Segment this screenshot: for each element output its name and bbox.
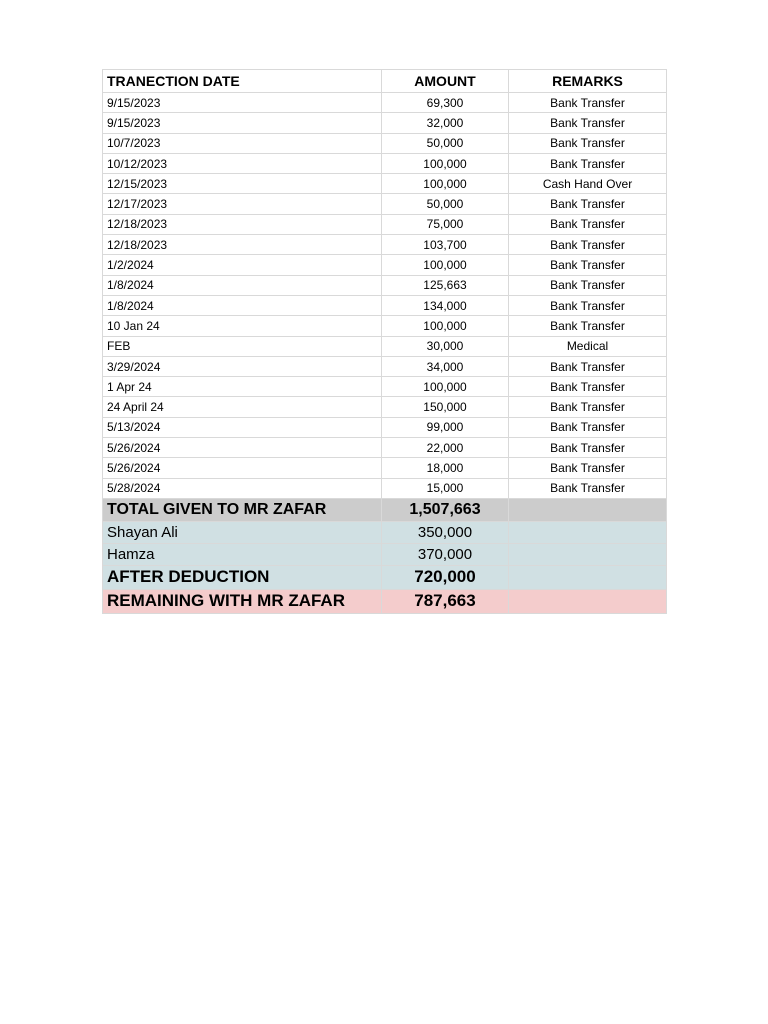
cell-amount: 100,000 (382, 153, 509, 173)
total-amount: 1,507,663 (382, 498, 509, 521)
shayan-label: Shayan Ali (103, 521, 382, 543)
table-row (103, 93, 667, 113)
cell-remarks: Bank Transfer (509, 93, 667, 113)
hamza-amount: 370,000 (382, 543, 509, 565)
table-row (103, 133, 667, 153)
cell-remarks: Bank Transfer (509, 153, 667, 173)
cell-amount: 75,000 (382, 214, 509, 234)
cell-remarks: Bank Transfer (509, 214, 667, 234)
cell-date: 5/26/2024 (103, 458, 382, 478)
table-row (103, 458, 667, 478)
summary-rows (103, 498, 667, 613)
hamza-label: Hamza (103, 543, 382, 565)
table-row (103, 153, 667, 173)
total-row (103, 498, 667, 521)
header-remarks: REMARKS (509, 70, 667, 93)
cell-date: 24 April 24 (103, 397, 382, 417)
cell-amount: 100,000 (382, 377, 509, 397)
shayan-remarks (509, 521, 667, 543)
hamza-remarks (509, 543, 667, 565)
cell-date: 12/18/2023 (103, 214, 382, 234)
cell-date: 1/2/2024 (103, 255, 382, 275)
cell-remarks: Cash Hand Over (509, 174, 667, 194)
remaining-amount: 787,663 (382, 589, 509, 613)
cell-date: 12/15/2023 (103, 174, 382, 194)
cell-remarks: Bank Transfer (509, 275, 667, 295)
cell-date: 1 Apr 24 (103, 377, 382, 397)
remaining-remarks (509, 589, 667, 613)
table-row (103, 356, 667, 376)
cell-remarks: Bank Transfer (509, 113, 667, 133)
cell-remarks: Bank Transfer (509, 417, 667, 437)
table-row (103, 235, 667, 255)
after-deduction-remarks (509, 565, 667, 589)
cell-date: 12/17/2023 (103, 194, 382, 214)
transaction-rows (103, 93, 667, 499)
cell-date: 5/28/2024 (103, 478, 382, 498)
table-row (103, 316, 667, 336)
table-row (103, 295, 667, 315)
table-row (103, 397, 667, 417)
cell-amount: 18,000 (382, 458, 509, 478)
cell-remarks: Bank Transfer (509, 478, 667, 498)
after-deduction-amount: 720,000 (382, 565, 509, 589)
cell-amount: 99,000 (382, 417, 509, 437)
cell-amount: 50,000 (382, 133, 509, 153)
cell-amount: 22,000 (382, 438, 509, 458)
cell-remarks: Bank Transfer (509, 356, 667, 376)
cell-remarks: Bank Transfer (509, 397, 667, 417)
hamza-row (103, 543, 667, 565)
table-row (103, 174, 667, 194)
cell-remarks: Bank Transfer (509, 194, 667, 214)
table-row (103, 113, 667, 133)
cell-amount: 30,000 (382, 336, 509, 356)
cell-date: 5/26/2024 (103, 438, 382, 458)
cell-amount: 15,000 (382, 478, 509, 498)
table-row (103, 478, 667, 498)
after-deduction-row (103, 565, 667, 589)
table-row (103, 417, 667, 437)
cell-date: 5/13/2024 (103, 417, 382, 437)
cell-amount: 125,663 (382, 275, 509, 295)
header-date: TRANECTION DATE (103, 70, 382, 93)
cell-remarks: Bank Transfer (509, 458, 667, 478)
shayan-row (103, 521, 667, 543)
total-remarks (509, 498, 667, 521)
cell-amount: 134,000 (382, 295, 509, 315)
transaction-table (102, 69, 667, 614)
cell-date: 1/8/2024 (103, 275, 382, 295)
cell-remarks: Bank Transfer (509, 295, 667, 315)
cell-remarks: Bank Transfer (509, 316, 667, 336)
cell-amount: 69,300 (382, 93, 509, 113)
cell-amount: 150,000 (382, 397, 509, 417)
cell-date: 10/7/2023 (103, 133, 382, 153)
shayan-amount: 350,000 (382, 521, 509, 543)
cell-date: 12/18/2023 (103, 235, 382, 255)
cell-remarks: Bank Transfer (509, 377, 667, 397)
cell-date: 10/12/2023 (103, 153, 382, 173)
cell-date: 3/29/2024 (103, 356, 382, 376)
table-row (103, 255, 667, 275)
cell-amount: 100,000 (382, 174, 509, 194)
header-amount: AMOUNT (382, 70, 509, 93)
cell-remarks: Bank Transfer (509, 255, 667, 275)
cell-remarks: Bank Transfer (509, 438, 667, 458)
table-row (103, 275, 667, 295)
cell-date: 1/8/2024 (103, 295, 382, 315)
cell-date: 9/15/2023 (103, 93, 382, 113)
table-row (103, 214, 667, 234)
table-row (103, 194, 667, 214)
cell-amount: 103,700 (382, 235, 509, 255)
cell-remarks: Bank Transfer (509, 235, 667, 255)
header-row (103, 70, 667, 93)
after-deduction-label: AFTER DEDUCTION (103, 565, 382, 589)
table-row (103, 438, 667, 458)
cell-date: FEB (103, 336, 382, 356)
cell-amount: 50,000 (382, 194, 509, 214)
cell-remarks: Medical (509, 336, 667, 356)
total-label: TOTAL GIVEN TO MR ZAFAR (103, 498, 382, 521)
remaining-row (103, 589, 667, 613)
table-row (103, 377, 667, 397)
cell-date: 10 Jan 24 (103, 316, 382, 336)
cell-amount: 32,000 (382, 113, 509, 133)
cell-amount: 100,000 (382, 255, 509, 275)
cell-remarks: Bank Transfer (509, 133, 667, 153)
cell-date: 9/15/2023 (103, 113, 382, 133)
cell-amount: 100,000 (382, 316, 509, 336)
cell-amount: 34,000 (382, 356, 509, 376)
remaining-label: REMAINING WITH MR ZAFAR (103, 589, 382, 613)
table-row (103, 336, 667, 356)
